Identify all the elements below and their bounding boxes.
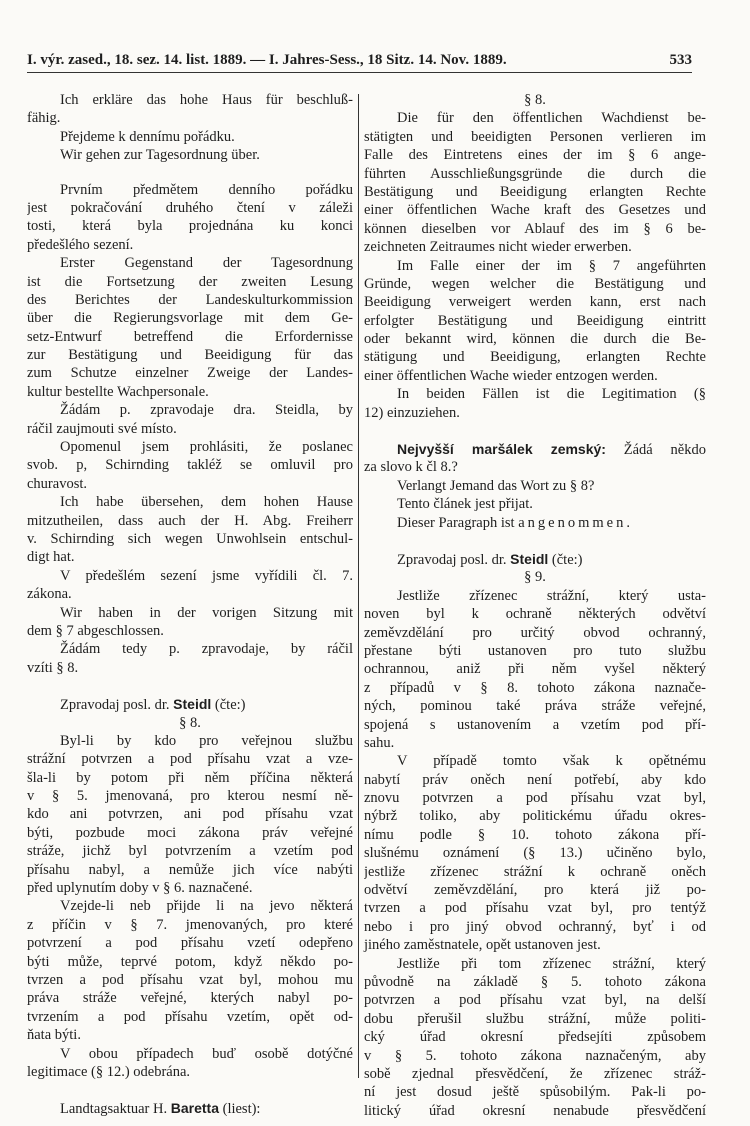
line-text: des Berichtes der Landeskulturkommission <box>27 291 353 308</box>
line-text: Verlangt Jemand das Wort zu § 8? <box>397 477 595 494</box>
line-text: zákona. <box>27 586 72 603</box>
text-line <box>27 1026 353 1044</box>
speaker-name: Baretta <box>170 1100 219 1117</box>
speaker-heading <box>364 440 706 477</box>
line-text: Im Falle einer der im § 7 angeführten <box>397 257 706 274</box>
text-line <box>27 622 353 640</box>
text-line <box>364 660 706 678</box>
line-text: Bestätigung und Beeidigung erlangten Rechte <box>364 183 706 200</box>
text-line <box>364 146 706 164</box>
line-text: v § 5. tohoto zákona naznačeným, aby <box>364 1047 706 1064</box>
line-text: znovu potvrzen a pod přísahu vzat byl, <box>364 790 706 807</box>
text-line <box>27 109 353 127</box>
speaker-prefix: Zpravodaj posl. dr. <box>397 551 511 568</box>
speaker-line <box>364 550 706 568</box>
text-line <box>364 367 706 385</box>
line-text: noven byl k ochraně některých odvětví <box>364 606 706 623</box>
paragraph <box>364 955 706 1121</box>
line-text: ist die Fortsetzung der zweiten Lesung <box>27 273 353 290</box>
text-line <box>27 750 353 768</box>
left-column <box>27 91 353 1118</box>
text-line <box>27 273 353 291</box>
text-line <box>364 697 706 715</box>
paragraph <box>364 495 706 513</box>
line-text: ochrannou, aniž při něm vyšel některý <box>364 661 706 678</box>
line-text: potvrzení a pod přísahu vzetí odepřeno <box>27 935 353 952</box>
text-line <box>364 238 706 256</box>
line-text: tvrzen a pod přísahu vzat byl, pro tentýž <box>364 900 706 917</box>
text-line <box>364 899 706 917</box>
text-line <box>364 826 706 844</box>
line-text: z příčin v § 7. jmenovaných, pro které <box>27 916 353 933</box>
text-line <box>27 128 353 146</box>
text-line <box>364 936 706 954</box>
text-line <box>27 916 353 934</box>
text-line <box>27 91 353 109</box>
line-text: churavost. <box>27 475 87 492</box>
line-text: legitimace (§ 12.) odebrána. <box>27 1063 191 1080</box>
line-text: zeměvzdělání pro určitý obvod ochranný, <box>364 624 706 641</box>
paragraph <box>27 128 353 146</box>
line-text: V předešlém sezení jsme vyřídili čl. 7. <box>60 567 353 584</box>
line-text: können dieselben vor Ablauf des im § 6 be- <box>364 220 706 237</box>
text-line <box>364 1047 706 1065</box>
speaker-name: Nejvyšší maršálek zemský: <box>397 441 606 458</box>
text-line <box>27 530 353 548</box>
text-line <box>27 346 353 364</box>
text-line <box>364 128 706 146</box>
line-text: sahu. <box>364 734 395 751</box>
paragraph <box>27 91 353 128</box>
line-text: tosti, která byla projednána ku konci <box>27 218 353 235</box>
text-line <box>27 512 353 530</box>
header-rule <box>27 72 692 73</box>
line-text: zum Schutze einzelner Zweige der Landes- <box>27 365 353 382</box>
text-line <box>27 254 353 272</box>
text-line <box>364 587 706 605</box>
text-line <box>364 1028 706 1046</box>
line-text: Jestliže zřízenec strážní, který usta- <box>397 587 706 604</box>
text-line <box>364 1010 706 1028</box>
text-line <box>364 955 706 973</box>
text-line <box>364 183 706 201</box>
paragraph <box>27 401 353 438</box>
text-line <box>364 275 706 293</box>
spaced-word: angenommen. <box>518 514 633 531</box>
line-text: Žádám tedy p. zpravodaje, by ráčil <box>60 641 353 658</box>
text-line <box>27 475 353 493</box>
text-line <box>27 842 353 860</box>
paragraph-sign: § 9. <box>524 569 546 586</box>
line-text: jestliže zřízenec strážní k ochraně oněch <box>364 863 706 880</box>
line-text: Byl-li by kdo pro veřejnou službu <box>60 732 353 749</box>
line-text: přísahu nabyl, a nemůže jich více nabýti <box>27 861 353 878</box>
running-header <box>27 47 692 69</box>
line-text: Prvním předmětem denního pořádku <box>60 181 353 198</box>
text-line <box>27 181 353 199</box>
paragraph <box>27 732 353 898</box>
text-line <box>27 420 353 438</box>
paragraph <box>27 438 353 493</box>
line-text: tvrzením a pod přísahu vzetím, opět od- <box>27 1008 353 1025</box>
right-column <box>364 91 706 1120</box>
line-text: Wir haben in der vorigen Sitzung mit <box>60 604 353 621</box>
text-line <box>27 309 353 327</box>
text-line <box>364 734 706 752</box>
speaker-prefix: Landtagsaktuar H. <box>60 1101 171 1118</box>
section-heading <box>364 91 706 109</box>
line-text: Jestliže při tom zřízenec strážní, který <box>397 955 706 972</box>
line-text: ní jest dosud ještě spůsobilým. Pak-li po- <box>364 1084 706 1101</box>
line-text: fähig. <box>27 110 61 127</box>
text-line <box>364 165 706 183</box>
text-line <box>364 404 706 422</box>
line-text: odvětví zeměvzdělání, pro která již po- <box>364 882 706 899</box>
line-text: Vzejde-li neb přijde li na jevo některá <box>60 898 353 915</box>
text-line <box>27 805 353 823</box>
line-text: zur Bestätigung und Beeidigung für das <box>27 347 353 364</box>
line-text: einer öffentlichen Wache kraft des Gesetzes und <box>364 202 706 219</box>
text-line <box>27 861 353 879</box>
line-text: Ich erkläre das hohe Haus für beschluß- <box>60 92 353 108</box>
paragraph <box>27 181 353 255</box>
line-text: litický úřad okresní nenabude přesvědčení <box>364 1102 706 1119</box>
text-line <box>27 401 353 419</box>
line-text: Falle des Eintretens eines der im § 6 ange- <box>364 147 706 164</box>
speaker-heading <box>27 1099 353 1117</box>
text-line <box>27 953 353 971</box>
speaker-name: Steidl <box>173 696 212 713</box>
text-line <box>364 330 706 348</box>
text-line <box>364 642 706 660</box>
text-line <box>364 385 706 403</box>
line-text: nabytí práv oněch není potřebí, aby kdo <box>364 771 706 788</box>
paragraph <box>364 109 706 256</box>
speaker-suffix: Žádá někdo <box>605 442 706 459</box>
text-line <box>364 1083 706 1101</box>
line-text: Ich habe übersehen, dem hohen Hause <box>60 494 353 511</box>
text-line <box>364 789 706 807</box>
text-line <box>364 918 706 936</box>
text-line <box>27 438 353 456</box>
text-line <box>27 199 353 217</box>
line-text: býti může, teprvé potom, když někdo po- <box>27 953 353 970</box>
text-line <box>364 605 706 623</box>
text-line <box>364 109 706 127</box>
text-line <box>27 897 353 915</box>
text-line <box>27 989 353 1007</box>
line-text: stätigten und beeidigten Personen verlieren im <box>364 128 706 145</box>
line-text: nímu podle § 10. tohoto zákona pří- <box>364 826 706 843</box>
text-line <box>27 732 353 750</box>
line-text: ných, pominou také práva stráže veřejné, <box>364 698 706 715</box>
text-line <box>27 640 353 658</box>
section-heading <box>364 568 706 586</box>
text-line <box>27 585 353 603</box>
text-line <box>364 771 706 789</box>
speaker-suffix: (čte:) <box>211 697 246 714</box>
paragraph <box>364 385 706 422</box>
text-line <box>364 991 706 1009</box>
paragraph <box>364 477 706 495</box>
text-line <box>364 293 706 311</box>
line-text: kultur bestellte Wachpersonale. <box>27 383 209 400</box>
line-text: V obou případech buď osobě dotýčné <box>60 1045 353 1062</box>
line-text: V případě tomto však k opětnému <box>397 753 706 770</box>
column-divider <box>358 94 359 1078</box>
text-line <box>27 236 353 254</box>
line-text: v § 5. jmenovaná, pro kterou nesmí ně- <box>27 788 353 805</box>
text-line <box>364 844 706 862</box>
speaker-suffix: (liest): <box>218 1101 261 1118</box>
line-text: v. Schirnding sich wegen Unwohlsein entschul- <box>27 530 353 547</box>
line-text: mitzutheilen, dass auch der H. Abg. Freiherr <box>27 512 353 529</box>
text-line <box>364 716 706 734</box>
text-line <box>364 752 706 770</box>
text-line <box>27 879 353 897</box>
text-line <box>27 364 353 382</box>
text-line <box>364 257 706 275</box>
line-text: zeichneten Zeitraumes nicht wieder erwerben. <box>364 239 632 256</box>
text-line <box>364 514 706 532</box>
line-text: strážní potvrzen a pod přísahu vzat a vze- <box>27 751 353 768</box>
line-text: Beeidigung verweigert werden kann, erst nach <box>364 294 706 311</box>
line-text: přestane býti ustanoven pro tuto službu <box>364 642 706 659</box>
text-line <box>364 1065 706 1083</box>
speaker-suffix: (čte:) <box>548 551 583 568</box>
text-line <box>364 312 706 330</box>
line-text: führten Ausschließungsgründe die durch die <box>364 165 706 182</box>
line-text: jiného zaměstnatele, opět ustanoven jest. <box>364 937 601 954</box>
line-text: über die Regierungsvorlage mit dem Ge- <box>27 310 353 327</box>
section-heading <box>27 714 353 732</box>
line-text: oder bekannt wird, können die durch die Be- <box>364 331 706 348</box>
page-number: 533 <box>669 52 692 68</box>
line-text: cký úřad okresní předsejíti způsobem <box>364 1029 706 1046</box>
line-text: ráčil zaujmouti své místo. <box>27 420 177 437</box>
line-text: Přejdeme k dennímu pořádku. <box>60 128 235 145</box>
line-text: dobu přerušil službu strážní, může politi- <box>364 1010 706 1027</box>
paragraph-sign: § 8. <box>179 714 201 731</box>
line-text: Dieser Paragraph ist <box>397 514 515 531</box>
line-text: práva stráže veřejné, kterých nabyl po- <box>27 990 353 1007</box>
text-line <box>27 769 353 787</box>
line-text: nebo i pro jiný obvod ochranný, byť i od <box>364 918 706 935</box>
text-line: za slovo k čl 8.? <box>364 459 458 476</box>
speaker-prefix: Zpravodaj posl. dr. <box>60 697 174 714</box>
paragraph <box>27 604 353 641</box>
text-line <box>364 863 706 881</box>
line-text: vzíti § 8. <box>27 659 79 676</box>
text-line <box>27 971 353 989</box>
speaker-name: Steidl <box>510 550 549 567</box>
text-line <box>27 934 353 952</box>
line-text: potvrzen a pod přísahu vzat byl, na delší <box>364 992 706 1009</box>
line-text: šla-li by potom při něm příčina některá <box>27 769 353 786</box>
text-line <box>27 456 353 474</box>
line-text: býti, pozbude moci zákona práv veřejné <box>27 824 353 841</box>
speaker-heading <box>27 695 353 713</box>
paragraph-sign: § 8. <box>524 92 546 108</box>
text-line <box>364 679 706 697</box>
speaker-line <box>27 1099 353 1117</box>
text-line <box>364 973 706 991</box>
line-text: spojená s ustanovením a vzetím pod pří- <box>364 716 706 733</box>
paragraph <box>364 752 706 954</box>
line-text: jest pokračování druhého čtení v záleži <box>27 199 353 216</box>
text-line <box>27 548 353 566</box>
line-text: stráže, jichž byl potvrzením a vzetím pod <box>27 843 353 860</box>
line-text: slušnému oznámení (§ 13.) učiněno bylo, <box>364 845 706 862</box>
text-line <box>27 146 353 164</box>
text-line <box>27 383 353 401</box>
text-line <box>27 659 353 677</box>
line-text: Tento článek jest přijat. <box>397 496 533 513</box>
line-text: stätigung und Beeidigung, erlangten Rechte <box>364 349 706 366</box>
text-line <box>364 201 706 219</box>
text-line <box>27 1063 353 1081</box>
line-text: Gründe, wegen welcher die Bestätigung und <box>364 275 706 292</box>
text-line <box>27 1008 353 1026</box>
speaker-line <box>27 695 353 713</box>
line-text: erfolgter Bestätigung und Beeidigung eintritt <box>364 312 706 329</box>
paragraph <box>364 587 706 753</box>
text-line <box>364 220 706 238</box>
line-text: nýbrž toliko, aby politickému úřadu okres- <box>364 808 706 825</box>
text-line <box>27 787 353 805</box>
line-text: Wir gehen zur Tagesordnung über. <box>60 147 260 164</box>
text-line <box>27 604 353 622</box>
line-text: sobě zjednal přesvědčení, že zřízenec stráž- <box>364 1065 706 1082</box>
paragraph <box>27 1045 353 1082</box>
line-text: Žádám p. zpravodaje dra. Steidla, by <box>60 402 353 419</box>
paragraph <box>27 567 353 604</box>
text-line <box>27 493 353 511</box>
text-line <box>27 1045 353 1063</box>
speaker-line <box>364 440 706 458</box>
line-text: kdo ani potvrzen, ani pod přísahu vzat <box>27 806 353 823</box>
text-line <box>27 217 353 235</box>
text-line <box>364 477 706 495</box>
text-line <box>364 348 706 366</box>
paragraph <box>27 146 353 164</box>
text-line <box>364 495 706 513</box>
line-text: digt hat. <box>27 549 75 566</box>
text-line <box>27 567 353 585</box>
line-text: tvrzen a pod přísahu vzat byl, mohou mu <box>27 971 353 988</box>
text-line <box>27 824 353 842</box>
text-line <box>364 1102 706 1120</box>
paragraph <box>27 254 353 401</box>
line-text: svob. p, Schirnding takléž se omluvil pro <box>27 457 353 474</box>
line-text: původně na základě § 5. tohoto zákona <box>364 973 706 990</box>
line-text: předešlého sezení. <box>27 236 134 253</box>
line-text: Opomenul jsem prohlásiti, že poslanec <box>60 439 353 456</box>
text-line <box>364 881 706 899</box>
paragraph <box>27 640 353 677</box>
running-title: I. výr. zased., 18. sez. 14. list. 1889. — I. Jahres-Sess., 18 Sitz. 14. Nov. 1889. <box>27 52 507 68</box>
line-text: dem § 7 abgeschlossen. <box>27 622 164 639</box>
line-text: In beiden Fällen ist die Legitimation (§ <box>397 386 706 403</box>
line-text: einer öffentlichen Wache wieder entzogen werden. <box>364 367 658 384</box>
paragraph <box>364 514 706 532</box>
paragraph <box>27 897 353 1044</box>
line-text: Erster Gegenstand der Tagesordnung <box>60 255 353 272</box>
paragraph <box>364 257 706 386</box>
text-line <box>27 328 353 346</box>
paragraph <box>27 493 353 567</box>
line-text: z případů v § 8. tohoto zákona naznače- <box>364 679 706 696</box>
line-text: před uplynutím doby v § 6. naznačené. <box>27 880 253 897</box>
line-text: ňata býti. <box>27 1027 81 1044</box>
text-line <box>364 807 706 825</box>
line-text: 12) einzuziehen. <box>364 404 460 421</box>
line-text: setz-Entwurf betreffend die Erfordernisse <box>27 328 353 345</box>
text-line <box>364 624 706 642</box>
speaker-heading <box>364 550 706 568</box>
line-text: Die für den öffentlichen Wachdienst be- <box>397 110 706 127</box>
text-line <box>27 291 353 309</box>
